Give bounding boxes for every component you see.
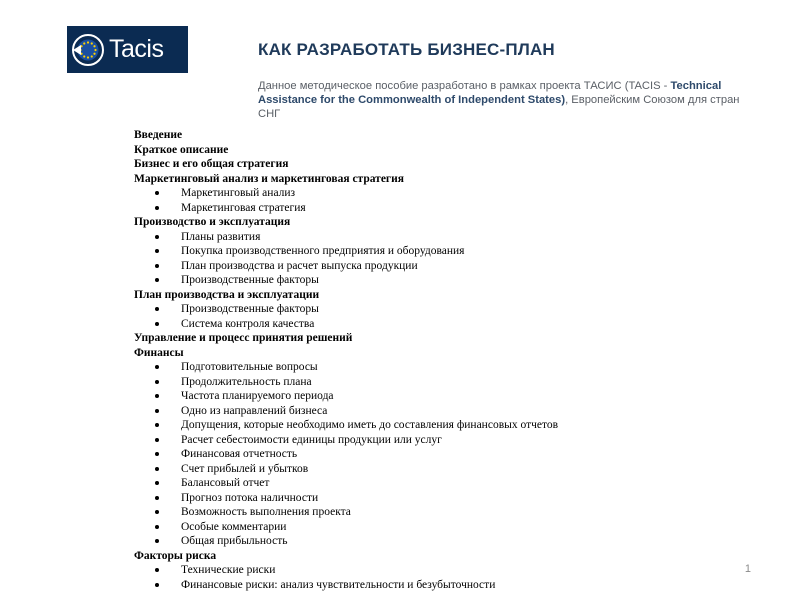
toc-list-item: Допущения, которые необходимо иметь до составления финансовых отчетов — [134, 418, 558, 433]
toc-section-heading: Маркетинговый анализ и маркетинговая стратегия — [134, 172, 405, 185]
toc-list-item: Общая прибыльность — [134, 534, 558, 549]
toc-list-item: Планы развития — [134, 230, 558, 245]
toc-list-item: Продолжительность плана — [134, 375, 558, 390]
toc-list-item: Возможность выполнения проекта — [134, 505, 558, 520]
toc-list-item: Счет прибылей и убытков — [134, 462, 558, 477]
toc-section-heading: Производство и эксплуатация — [134, 216, 291, 228]
toc-list-item: Производственные факторы — [134, 273, 558, 288]
table-of-contents — [134, 128, 558, 592]
subtitle-project-name: Technical Assistance for the Commonwealth of Independent States) — [258, 80, 722, 106]
toc-section-heading: План производства и эксплуатации — [134, 288, 320, 301]
toc-section-heading: Финансы — [134, 346, 184, 359]
toc-list-item: Технические риски — [134, 563, 558, 578]
toc-list-item: Покупка производственного предприятия и оборудования — [134, 244, 558, 259]
page-title: КАК РАЗРАБОТАТЬ БИЗНЕС-ПЛАН — [258, 40, 555, 59]
toc-list-item: Прогноз потока наличности — [134, 491, 558, 506]
toc-list-item: Маркетинговая стратегия — [134, 201, 558, 216]
subtitle-prefix: Данное методическое пособие разработано в рамках проекта ТАСИС (TACIS - — [258, 80, 671, 92]
subtitle-suffix: , Европейским Союзом для стран СНГ — [258, 94, 740, 120]
eu-stars-logo-icon — [71, 33, 105, 67]
toc-list-item: Финансовая отчетность — [134, 447, 558, 462]
toc-list-item: Подготовительные вопросы — [134, 360, 558, 375]
logo-text: Tacis — [109, 35, 164, 63]
toc-list-item: План производства и расчет выпуска продукции — [134, 259, 558, 274]
toc-section-heading: Управление и процесс принятия решений — [134, 332, 353, 344]
page-number: 1 — [744, 563, 751, 575]
toc-section-heading: Краткое описание — [134, 143, 229, 156]
toc-list-item: Балансовый отчет — [134, 476, 558, 491]
toc-list-item: Производственные факторы — [134, 302, 558, 317]
toc-list-item: Финансовые риски: анализ чувствительности и безубыточности — [134, 578, 558, 593]
tacis-logo — [67, 26, 188, 73]
toc-section-heading: Факторы риска — [134, 549, 217, 562]
toc-list-item: Маркетинговый анализ — [134, 186, 558, 201]
toc-list-item: Система контроля качества — [134, 317, 558, 332]
toc-list-item: Особые комментарии — [134, 520, 558, 535]
toc-list-item: Расчет себестоимости единицы продукции или услуг — [134, 433, 558, 448]
page-subtitle — [258, 79, 758, 121]
toc-section-heading: Введение — [134, 129, 183, 141]
toc-list-item: Частота планируемого периода — [134, 389, 558, 404]
toc-list-item: Одно из направлений бизнеса — [134, 404, 558, 419]
toc-section-heading: Бизнес и его общая стратегия — [134, 158, 289, 170]
